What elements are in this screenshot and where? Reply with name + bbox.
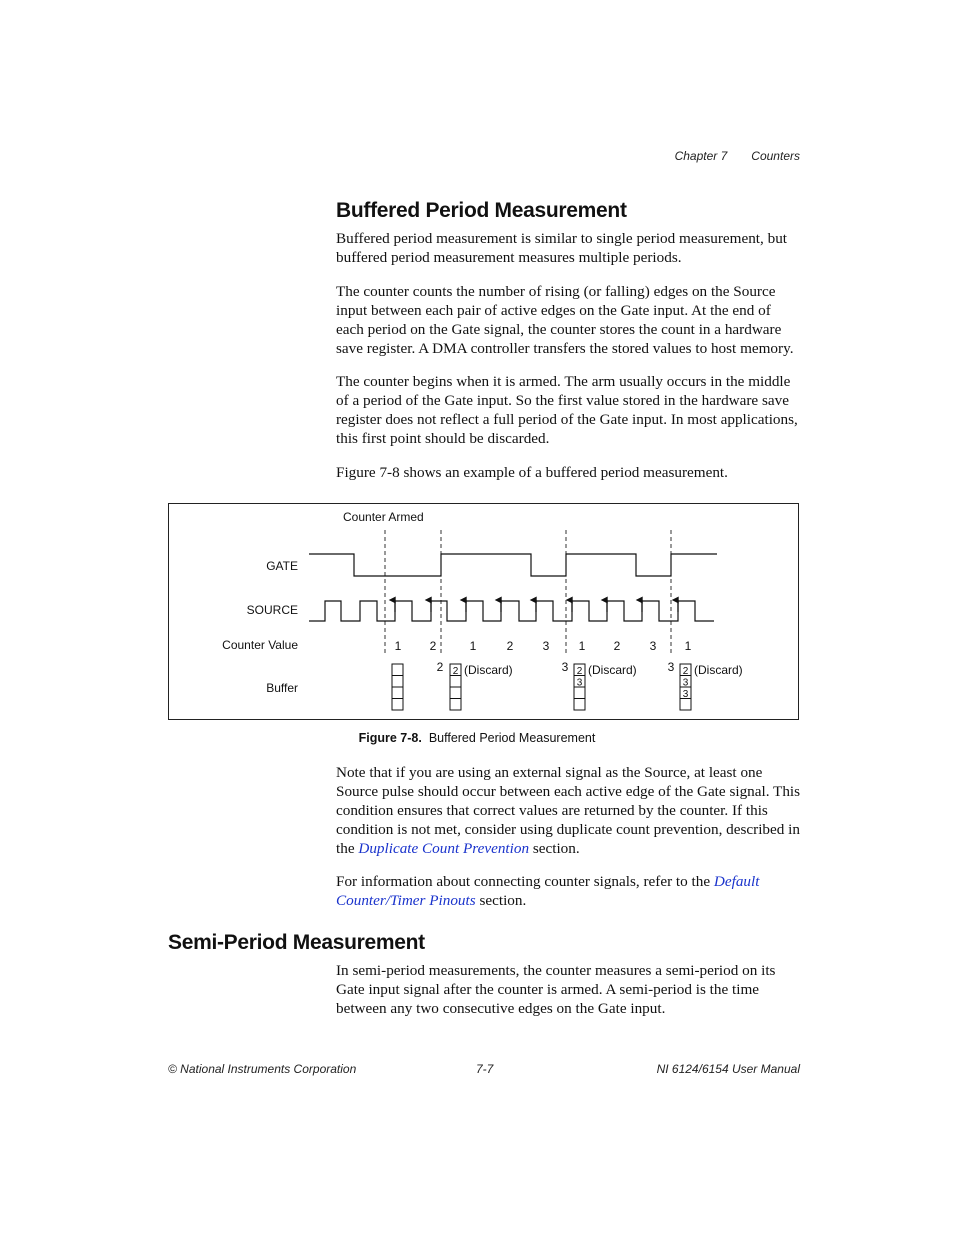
stored-value: 3: [667, 660, 675, 674]
buffer-cell: 2: [576, 666, 583, 677]
counter-value: 3: [649, 639, 657, 653]
source-label: SOURCE: [246, 603, 298, 617]
paragraph-external-signal: [336, 764, 802, 859]
source-waveform: [309, 601, 714, 621]
paragraph-intro: Buffered period measurement is similar to single period measurement, but buffered period measurement measures multiple periods.: [336, 230, 788, 266]
figure-number: Figure 7-8.: [358, 731, 422, 745]
stored-value: 3: [561, 660, 569, 674]
buffer-cell: 3: [682, 689, 689, 700]
paragraph-semi-period: In semi-period measurements, the counter measures a semi-period on its Gate input signal after the counter is armed. A semi-period is the time between any two consecutive edges on the Gate input.: [336, 962, 776, 1017]
running-header: [675, 149, 800, 163]
timing-diagram: [168, 503, 799, 720]
text-run: section.: [475, 891, 527, 909]
link-default-counter-timer-pinouts[interactable]: Default Counter/Timer Pinouts: [336, 873, 760, 909]
paragraph-arming: The counter begins when it is armed. The arm usually occurs in the middle of a period of the Gate input. So the first value stored in the hardware save register does not reflect a full period of the Gate input. In most applications, this first point should be discarded.: [336, 373, 798, 447]
buffer-label: Buffer: [266, 681, 298, 695]
footer-page-number: 7-7: [476, 1062, 494, 1076]
timing-diagram-svg: [169, 504, 800, 721]
buffer-cell: 3: [682, 677, 689, 689]
paragraph-counting: The counter counts the number of rising (or falling) edges on the Source input between each pair of active edges on the Gate input. At the end of each period on the Gate signal, the counter stores the count in a hardware save register. A DMA controller transfers the stored values to host memory.: [336, 283, 794, 357]
text-run: Note that if you are using an external signal as the Source, at least one Source pulse should occur between each active edge of the Gate signal. This condition ensures that correct values are returned by the counter. If this condition is not met, consider using duplicate count prevention, described in the: [336, 764, 801, 857]
link-duplicate-count-prevention[interactable]: Duplicate Count Prevention: [358, 839, 530, 857]
buffer-cell: 3: [576, 677, 583, 689]
stored-value: 2: [436, 660, 444, 674]
discard-label: (Discard): [464, 663, 513, 677]
counter-value: 3: [542, 639, 550, 653]
paragraph-pinouts: [336, 873, 802, 911]
discard-label: (Discard): [694, 663, 743, 677]
section-heading-semi-period: Semi-Period Measurement: [168, 931, 425, 954]
gate-label: GATE: [266, 559, 298, 573]
section-heading-buffered-period: Buffered Period Measurement: [336, 199, 627, 222]
footer-manual-title: NI 6124/6154 User Manual: [656, 1062, 800, 1076]
counter-value: 2: [613, 639, 621, 653]
counter-value: 2: [429, 639, 437, 653]
text-run: For information about connecting counter signals, refer to the: [336, 873, 714, 890]
footer-copyright: © National Instruments Corporation: [168, 1062, 357, 1076]
chapter-label: Chapter 7: [674, 149, 728, 163]
counter-value: 1: [578, 639, 586, 653]
counter-value: 1: [684, 639, 692, 653]
counter-armed-label: Counter Armed: [343, 510, 424, 524]
figure-title: Buffered Period Measurement: [428, 731, 596, 745]
discard-label: (Discard): [588, 663, 637, 677]
text-run: section.: [529, 839, 580, 857]
counter-value-label: Counter Value: [222, 638, 298, 652]
counter-value: 1: [469, 639, 477, 653]
buffer-cell: 2: [682, 666, 689, 677]
counter-value: 2: [506, 639, 514, 653]
figure-caption: [0, 731, 954, 745]
paragraph-figure-ref: Figure 7-8 shows an example of a buffered period measurement.: [336, 464, 728, 481]
gate-waveform: [309, 554, 717, 576]
chapter-title: Counters: [751, 149, 800, 163]
buffer-cell: 2: [452, 666, 459, 677]
counter-value: 1: [394, 639, 402, 653]
